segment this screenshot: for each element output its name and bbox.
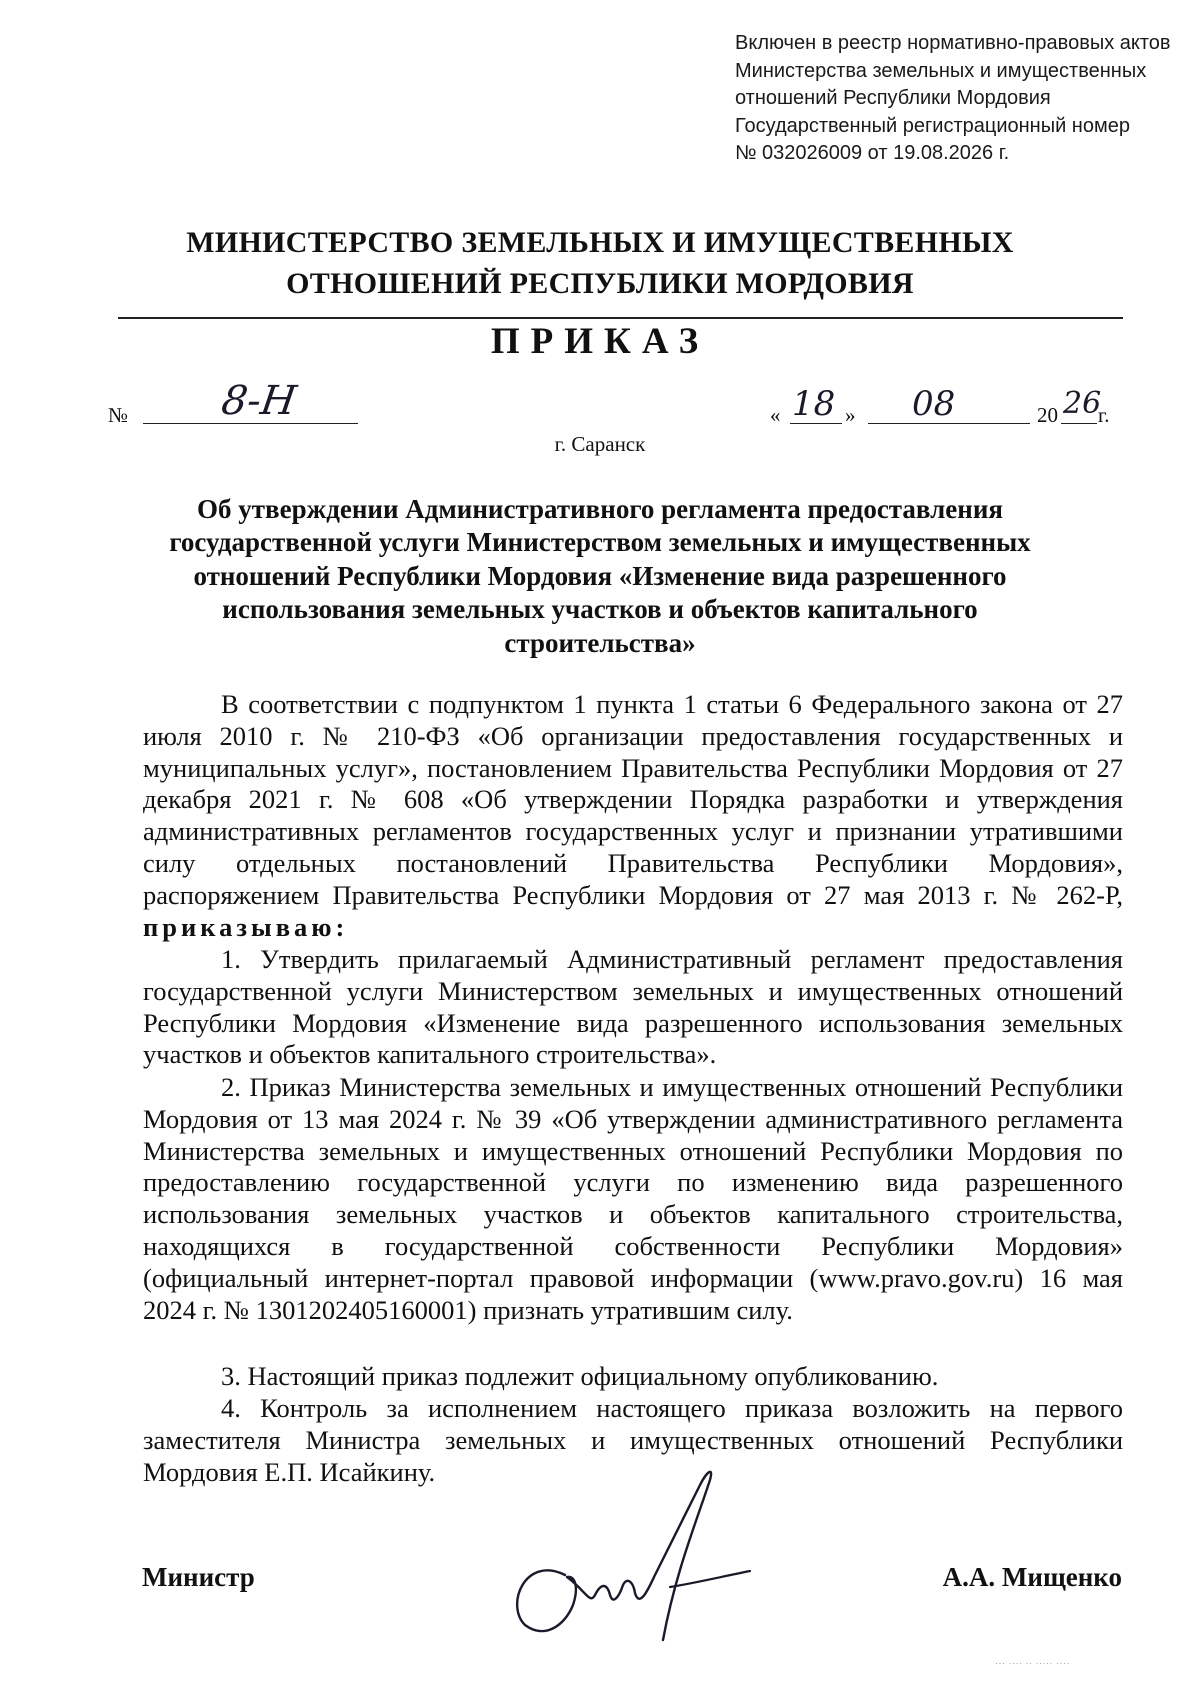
header-divider (118, 317, 1123, 319)
ministry-name-line-1: МИНИСТЕРСТВО ЗЕМЕЛЬНЫХ И ИМУЩЕСТВЕННЫХ (186, 226, 1014, 259)
registry-number-line: № 032026009 от 19.08.2026 г. (735, 142, 1010, 164)
year-letter: г. (1098, 403, 1110, 427)
date-quote-close: » (845, 403, 856, 427)
date-quote-open: « (770, 403, 781, 427)
preamble-text: В соответствии с подпунктом 1 пункта 1 статьи 6 Федерального закона от 27 июля 2010 г. № 210-ФЗ «Об организации предоставления государственных и муниципальных услуг», постановлением Правительства Республики Мордовия от 27 декабря 2021 г. № 608 «Об утверждении Порядка разработки и утверждения административных регламентов государственных услуг и признании утратившими силу отдельных постановлений Правительства Республики Мордовия», распоряжением Правительства Республики Мордовия от 27 мая 2013 г. № 262-Р, (143, 689, 1123, 910)
item-2-paragraph: 2. Приказ Министерства земельных и имущественных отношений Республики Мордовия от 13 мая 2024 г. № 39 «Об утверждении административного регламента Министерства земельных и имущественных отношений Республики Мордовия по предоставлению государственной услуги по изменению вида разрешенного использования земельных участков и объектов капитального строительства, находящихся в государственной собственности Республики Мордовия» (официальный интернет-портал правовой информации (www.pravo.gov.ru) 16 мая 2024 г. № 1301202405160001) признать утратившим силу. (143, 1072, 1123, 1325)
item-1-paragraph: 1. Утвердить прилагаемый Административный регламент предоставления государственной услуги Министерством земельных и имущественных отношений Республики Мордовия «Изменение вида разрешенного использования земельных участков и объектов капитального строительства». (143, 944, 1123, 1070)
registry-stamp (735, 30, 1175, 168)
year-prefix: 20 (1037, 403, 1058, 427)
ministry-name-line-2: ОТНОШЕНИЙ РЕСПУБЛИКИ МОРДОВИЯ (286, 267, 914, 300)
order-title-line: строительства» (504, 627, 696, 658)
print-footer-mark: ··· ···· ·· ····· ···· (995, 1658, 1070, 1668)
order-title-line: использования земельных участков и объектов капитального (222, 594, 978, 625)
order-year-handwritten: 26 (1063, 386, 1102, 421)
order-number-handwritten: 8-Н (218, 378, 300, 424)
order-title-line: отношений Республики Мордовия «Изменение вида разрешенного (193, 560, 1007, 591)
registry-line: Включен в реестр нормативно-правовых актов (735, 32, 1171, 54)
registry-line: Государственный регистрационный номер (735, 114, 1130, 137)
document-type: ПРИКАЗ (490, 321, 710, 362)
order-day-handwritten: 18 (792, 384, 836, 424)
handwritten-signature (495, 1455, 765, 1645)
number-sign: № (108, 403, 129, 427)
order-title-line: государственной услуги Министерством земельных и имущественных (169, 527, 1031, 558)
signatory-role: Министр (142, 1562, 255, 1592)
order-word: приказываю: (143, 911, 349, 942)
order-title-line: Об утверждении Административного регламента предоставления (197, 494, 1003, 524)
signatory-name: А.А. Мищенко (942, 1562, 1122, 1592)
item-3-paragraph: 3. Настоящий приказ подлежит официальному опубликованию. (221, 1361, 939, 1391)
order-title (90, 493, 1110, 660)
item-4-paragraph: 4. Контроль за исполнением настоящего приказа возложить на первого заместителя Министра земельных и имущественных отношений Республики Мордовия Е.П. Исайкину. (143, 1393, 1123, 1487)
year-underline (1061, 423, 1097, 424)
preamble-paragraph (143, 689, 1123, 943)
order-month-handwritten: 08 (912, 384, 956, 424)
ministry-name (90, 222, 1110, 304)
registry-line: Министерства земельных и имущественных (735, 59, 1147, 82)
registry-line: отношений Республики Мордовия (735, 87, 1051, 109)
city: г. Саранск (554, 432, 646, 456)
